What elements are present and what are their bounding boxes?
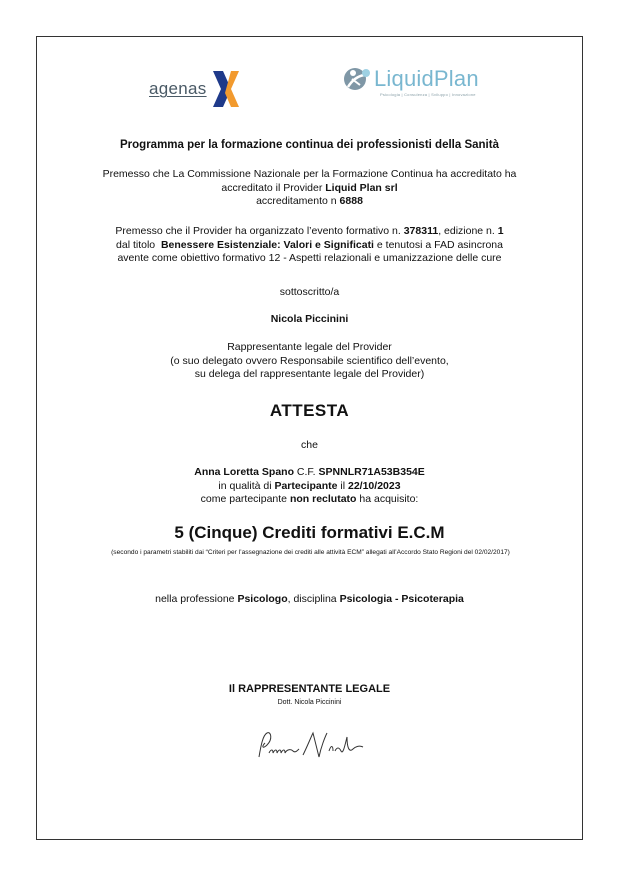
premessa2-line1	[37, 225, 582, 239]
participant-role: Partecipante	[274, 479, 338, 492]
premessa1-line3	[37, 195, 582, 209]
premessa2-line3: avente come obiettivo formativo 12 - Aspetti relazionali e umanizzazione delle cure	[117, 252, 502, 264]
premessa1-line3-text: accreditamento n	[256, 195, 340, 207]
premessa2-mid: , edizione n.	[438, 225, 498, 237]
attesta-heading: ATTESTA	[269, 401, 350, 420]
participant-line2	[37, 480, 582, 494]
status-post: ha acquisito:	[356, 493, 419, 505]
premessa2-line2-post: e tenutosi a FAD asincrona	[373, 238, 503, 251]
premessa1-line2	[37, 182, 582, 196]
representative-line1: Rappresentante legale del Provider	[227, 341, 392, 353]
participant-line1	[37, 466, 582, 480]
premessa1-line2-text: accreditato il Provider	[221, 181, 326, 194]
liquidplan-logo	[342, 65, 479, 97]
agenas-mark-icon	[209, 69, 245, 109]
legal-representative-title: Il RAPPRESENTANTE LEGALE	[228, 683, 391, 695]
status-pre: come partecipante	[200, 493, 290, 505]
participant-status: non reclutato	[289, 493, 357, 505]
participant-name: Anna Loretta Spano	[194, 466, 295, 478]
premessa2-pre: Premesso che il Provider ha organizzato l’evento formativo n.	[115, 225, 404, 237]
event-title: Benessere Esistenziale: Valori e Significati	[160, 238, 374, 251]
liquidplan-tagline: Psicologia | Consulenza | Sviluppo | Innovazione	[380, 92, 476, 97]
agenas-logo	[149, 69, 245, 109]
credits-heading: 5 (Cinque) Crediti formativi E.C.M	[174, 523, 445, 542]
cf-label: C.F.	[294, 466, 319, 478]
edition-number: 1	[497, 225, 504, 237]
representative-line2: (o suo delegato ovvero Responsabile scientifico dell’evento,	[170, 354, 449, 367]
event-number: 378311	[403, 225, 439, 237]
logos-row	[37, 59, 582, 119]
sottoscritto-label: sottoscritto/a	[279, 286, 340, 298]
premessa2-line2-pre: dal titolo	[116, 238, 161, 251]
signature-icon	[255, 727, 375, 767]
profession-name: Psicologo	[237, 593, 288, 605]
fiscal-code: SPNNLR71A53B354E	[318, 466, 425, 478]
signer-name: Nicola Piccinini	[270, 313, 349, 325]
discipline-name: Psicologia - Psicoterapia	[339, 593, 464, 605]
profession-mid: , disciplina	[287, 593, 340, 605]
date-pre: il	[337, 479, 348, 492]
profession-line	[37, 593, 582, 607]
premessa-evento	[37, 225, 582, 266]
liquidplan-figure-icon	[342, 65, 372, 93]
participant-block	[37, 466, 582, 507]
premessa1-line1: Premesso che La Commissione Nazionale per la Formazione Continua ha accreditato ha	[102, 168, 517, 180]
liquidplan-wordmark: LiquidPlan	[374, 66, 479, 91]
participation-date: 22/10/2023	[348, 479, 401, 492]
participant-line3	[37, 493, 582, 507]
legal-representative-name: Dott. Nicola Piccinini	[277, 699, 342, 706]
certificate-frame	[36, 36, 583, 840]
accreditation-number: 6888	[339, 195, 363, 207]
che-label: che	[301, 439, 318, 451]
premessa-commissione	[37, 168, 582, 209]
provider-name: Liquid Plan srl	[325, 181, 398, 194]
program-title: Programma per la formazione continua dei professionisti della Sanità	[120, 139, 499, 151]
role-pre: in qualità di	[218, 479, 275, 492]
criteria-note: (secondo i parametri stabiliti dai “Criteri per l’assegnazione dei crediti alle attività ECM” allegati all’Accordo Stato Regioni del 02/02/2017)	[111, 549, 510, 556]
premessa2-line2	[37, 239, 582, 253]
representative-block	[37, 341, 582, 382]
profession-pre: nella professione	[155, 593, 238, 605]
representative-line3: su delega del rappresentante legale del Provider)	[194, 368, 425, 380]
agenas-wordmark: agenas	[149, 79, 207, 98]
